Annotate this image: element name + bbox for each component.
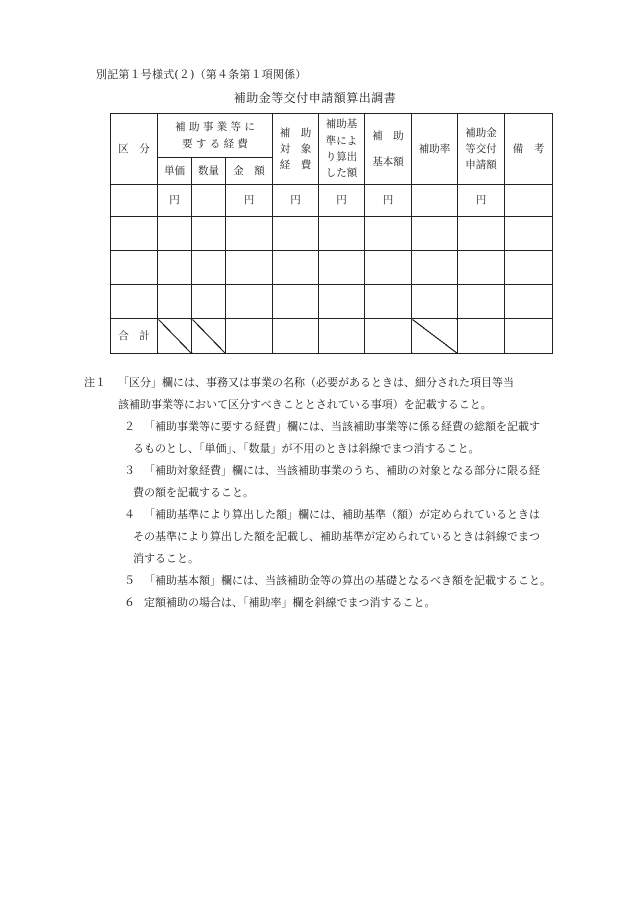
table-cell[interactable] — [273, 251, 319, 285]
table-cell[interactable] — [458, 251, 505, 285]
total-biko[interactable] — [505, 319, 553, 354]
header-keihi-line1: 補 助 事 業 等 に — [175, 121, 255, 134]
table-cell[interactable] — [319, 217, 365, 251]
total-tanka-struck — [158, 319, 192, 354]
table-cell[interactable] — [158, 217, 192, 251]
header-taisho-line3: 経 費 — [279, 159, 312, 172]
total-row — [111, 319, 553, 354]
note-text: 「区分」欄には、事務又は事業の名称（必要があるときは、細分された項目等当 — [118, 376, 514, 389]
table-cell[interactable] — [505, 217, 553, 251]
header-kihon — [365, 114, 412, 185]
total-ritsu-struck — [412, 319, 458, 354]
note-text-cont: 消すること。 — [133, 552, 199, 565]
table-cell[interactable] — [365, 217, 412, 251]
note-text-cont: るものとし、「単価」、「数量」が不用のときは斜線でまつ消すること。 — [133, 442, 480, 455]
table-cell[interactable] — [365, 285, 412, 319]
header-row-1 — [111, 114, 553, 158]
note-2 — [100, 416, 590, 460]
table-cell[interactable] — [319, 251, 365, 285]
note-1 — [84, 372, 590, 416]
cell-taisho[interactable]: 円 — [273, 185, 319, 217]
header-taisho-line1: 補 助 — [279, 126, 312, 139]
form-reference: 別記第１号様式(２)（第４条第１項関係） — [96, 68, 307, 81]
total-kihon[interactable] — [365, 319, 412, 354]
table-row — [111, 251, 553, 285]
table-cell[interactable] — [158, 251, 192, 285]
table-cell[interactable] — [505, 251, 553, 285]
header-suryo: 数量 — [192, 158, 226, 185]
header-shinsei — [458, 114, 505, 185]
table-cell[interactable] — [226, 251, 273, 285]
total-kijun[interactable] — [319, 319, 365, 354]
table-cell[interactable] — [412, 285, 458, 319]
table-cell[interactable] — [192, 217, 226, 251]
note-4 — [100, 504, 590, 570]
table-cell[interactable] — [192, 285, 226, 319]
notes-section — [84, 372, 590, 614]
total-taisho[interactable] — [273, 319, 319, 354]
table-cell[interactable] — [412, 217, 458, 251]
header-kijun-line3: り算出 — [325, 151, 358, 163]
table-cell[interactable] — [458, 217, 505, 251]
header-biko: 備 考 — [505, 114, 553, 185]
total-shinsei[interactable] — [458, 319, 505, 354]
note-text: 「補助基準により算出した額」欄には、補助基準（額）が定められているときは — [144, 508, 540, 521]
note-text-cont: 費の額を記載すること。 — [133, 486, 254, 499]
table-cell[interactable] — [226, 285, 273, 319]
table-cell[interactable] — [111, 285, 158, 319]
header-taisho-keihi — [273, 114, 319, 185]
header-kubun: 区 分 — [111, 114, 158, 185]
header-shinsei-line1: 補助金 — [465, 126, 497, 139]
unit-row — [111, 185, 553, 217]
total-suryo-struck — [192, 319, 226, 354]
table-row — [111, 285, 553, 319]
note-number: ６ — [124, 596, 135, 609]
table-cell[interactable] — [158, 285, 192, 319]
total-kingaku[interactable] — [226, 319, 273, 354]
header-kihon-line2: 基本額 — [372, 156, 404, 168]
cell-ritsu[interactable] — [412, 185, 458, 217]
note-5 — [100, 570, 590, 592]
cell-biko[interactable] — [505, 185, 553, 217]
note-text: 「補助対象経費」欄には、当該補助事業のうち、補助の対象となる部分に限る経 — [144, 464, 540, 477]
header-kijun-line1: 補助基 — [325, 118, 358, 131]
header-kingaku: 金 額 — [226, 158, 273, 185]
header-ritsu: 補助率 — [412, 114, 458, 185]
table-cell[interactable] — [111, 217, 158, 251]
header-kihon-line1: 補 助 — [372, 129, 404, 142]
cell-kihon[interactable]: 円 — [365, 185, 412, 217]
note-number: 注１ — [84, 376, 106, 389]
table-cell[interactable] — [365, 251, 412, 285]
note-number: ５ — [124, 574, 135, 587]
cell-suryo[interactable] — [192, 185, 226, 217]
header-shinsei-line3: 申請額 — [465, 159, 497, 172]
cell-kingaku[interactable]: 円 — [226, 185, 273, 217]
table-cell[interactable] — [412, 251, 458, 285]
note-text: 定額補助の場合は、「補助率」欄を斜線でまつ消すること。 — [144, 596, 436, 609]
note-text-cont: その基準により算出した額を記載し、補助基準が定められているときは斜線でまつ — [133, 530, 540, 543]
header-shinsei-line2: 等交付 — [465, 142, 497, 155]
note-3 — [100, 460, 590, 504]
table-row — [111, 217, 553, 251]
document-title: 補助金等交付申請額算出調書 — [233, 91, 397, 105]
header-taisho-line2: 対 象 — [279, 142, 312, 155]
header-kijun-line4: した額 — [325, 167, 358, 180]
table-cell[interactable] — [226, 217, 273, 251]
table-cell[interactable] — [273, 217, 319, 251]
note-text: 「補助事業等に要する経費」欄には、当該補助事業等に係る経費の総額を記載す — [144, 420, 540, 433]
cell-shinsei[interactable]: 円 — [458, 185, 505, 217]
note-number: ３ — [124, 464, 135, 477]
table-cell[interactable] — [273, 285, 319, 319]
note-number: ４ — [124, 508, 135, 521]
table-cell[interactable] — [505, 285, 553, 319]
cell-kubun[interactable] — [111, 185, 158, 217]
note-6 — [100, 592, 590, 614]
table-cell[interactable] — [319, 285, 365, 319]
header-keihi-line2: 要 す る 経 費 — [182, 137, 248, 150]
header-keihi — [158, 114, 273, 158]
total-label: 合 計 — [111, 319, 158, 354]
note-text-cont: 該補助事業等において区分すべきこととされている事項）を記載すること。 — [118, 398, 492, 411]
note-text: 「補助基本額」欄には、当該補助金等の算出の基礎となるべき額を記載すること。 — [144, 574, 551, 587]
table-cell[interactable] — [111, 251, 158, 285]
header-kijun — [319, 114, 365, 185]
header-kijun-line2: 準によ — [325, 134, 358, 147]
table-cell[interactable] — [458, 285, 505, 319]
cell-tanka[interactable]: 円 — [158, 185, 192, 217]
table-cell[interactable] — [192, 251, 226, 285]
cell-kijun[interactable]: 円 — [319, 185, 365, 217]
calculation-table — [110, 113, 553, 354]
header-tanka: 単価 — [158, 158, 192, 185]
note-number: ２ — [124, 420, 135, 433]
